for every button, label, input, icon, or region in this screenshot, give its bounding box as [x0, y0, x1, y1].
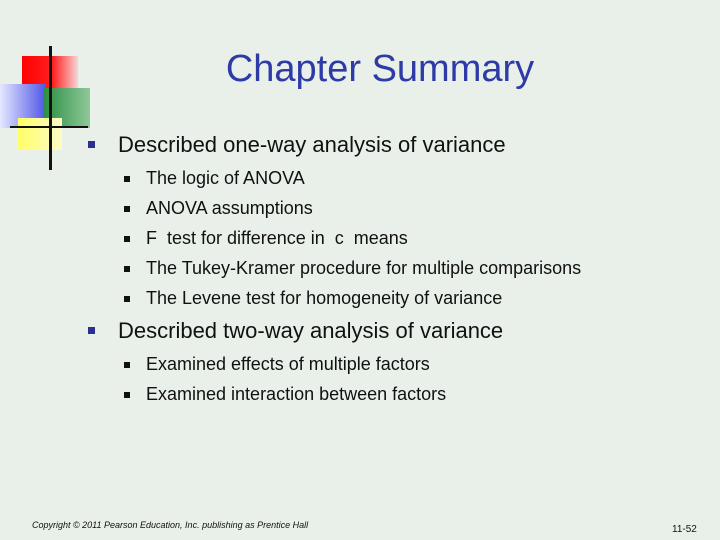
bullet-text: Described two-way analysis of variance: [118, 318, 504, 343]
bullet-square-icon: [124, 206, 130, 212]
bullet-level2: [146, 258, 581, 279]
bullet-text: Described one-way analysis of variance: [118, 132, 506, 157]
bullet-level2: [146, 168, 305, 189]
bullet-square-icon: [124, 236, 130, 242]
bullet-level1: [118, 318, 503, 344]
bullet-square-icon: [124, 266, 130, 272]
decorative-logo: [0, 40, 100, 150]
copyright-text: Copyright © 2011 Pearson Education, Inc. publishing as Prentice Hall: [32, 520, 309, 530]
bullet-square-icon: [88, 327, 95, 334]
bullet-square-icon: [124, 362, 130, 368]
bullet-text: The Tukey-Kramer procedure for multiple comparisons: [146, 258, 582, 278]
bullet-square-icon: [124, 176, 130, 182]
bullet-level2: [146, 384, 446, 405]
bullet-square-icon: [88, 141, 95, 148]
bullet-text: The logic of ANOVA: [146, 168, 305, 188]
bullet-level2: [146, 198, 313, 219]
bullet-level2: [146, 354, 430, 375]
bullet-level1: [118, 132, 506, 158]
bullet-level2: [146, 228, 408, 249]
bullet-square-icon: [124, 296, 130, 302]
vertical-line: [49, 46, 52, 170]
page-number: 11-52: [672, 524, 697, 535]
bullet-text: The Levene test for homogeneity of variance: [146, 288, 503, 308]
bullet-square-icon: [124, 392, 130, 398]
yellow-square-shape: [18, 118, 62, 150]
bullet-text: Examined interaction between factors: [146, 384, 447, 404]
slide-title: Chapter Summary: [225, 48, 535, 90]
bullet-text: ANOVA assumptions: [146, 198, 313, 218]
bullet-level2: [146, 288, 502, 309]
bullet-text: Examined effects of multiple factors: [146, 354, 430, 374]
horizontal-line: [10, 126, 88, 128]
bullet-text: F test for difference in c means: [146, 228, 408, 248]
